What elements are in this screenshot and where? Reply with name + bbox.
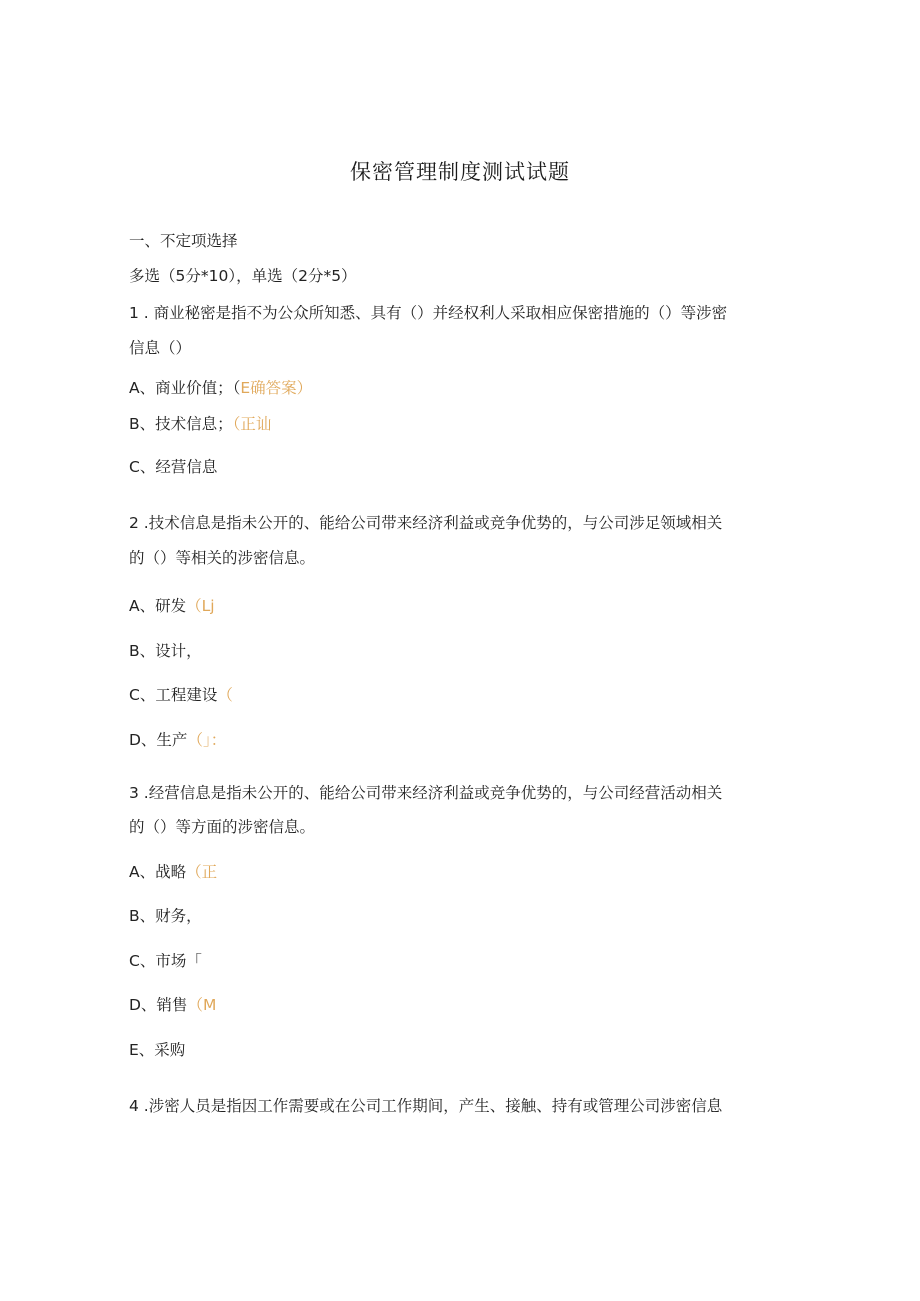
answer-mark: （正讪	[232, 415, 272, 433]
question-2-option-d	[129, 730, 226, 750]
option-text: B、财务，	[129, 907, 202, 925]
scoring-note: 多选（5分*10），单选（2分*5）	[129, 267, 357, 285]
question-4-line-1: 4 .涉密人员是指因工作需要或在公司工作期间，产生、接触、持有或管理公司涉密信息	[129, 1097, 723, 1115]
option-text: D、销售	[129, 996, 188, 1014]
option-text: B、技术信息；	[129, 415, 233, 433]
question-3-option-b	[129, 906, 202, 926]
answer-mark: （Lj	[186, 597, 215, 615]
document-title: 保密管理制度测试试题	[350, 160, 570, 184]
question-2-option-c	[129, 685, 233, 705]
question-1-line-2: 信息（）	[129, 339, 192, 357]
answer-mark: （」：	[187, 731, 227, 749]
answer-mark: E确答案）	[240, 379, 313, 397]
question-3-option-d	[129, 995, 216, 1015]
option-text: C、经营信息	[129, 458, 218, 476]
question-1-option-c	[129, 457, 217, 477]
option-text: E、采购	[129, 1041, 186, 1059]
question-3-line-2: 的（）等方面的涉密信息。	[129, 818, 316, 836]
option-text: C、工程建设	[129, 686, 218, 704]
section-heading: 一、不定项选择	[129, 232, 238, 250]
question-3-option-c	[129, 951, 202, 971]
option-text: A、商业价值；（	[129, 379, 241, 397]
question-1-line-1: 1 . 商业秘密是指不为公众所知悉、具有（）并经权利人采取相应保密措施的（）等涉密	[129, 304, 728, 322]
option-text: C、市场「	[129, 952, 202, 970]
option-text: A、研发	[129, 597, 187, 615]
answer-mark: （M	[187, 996, 217, 1014]
question-1-option-b	[129, 414, 271, 434]
question-2-option-a	[129, 596, 215, 616]
answer-mark: （正	[186, 863, 218, 881]
option-text: A、战略	[129, 863, 187, 881]
question-2-line-2: 的（）等相关的涉密信息。	[129, 549, 316, 567]
question-3-option-e	[129, 1040, 185, 1060]
option-text: D、生产	[129, 731, 188, 749]
question-3-line-1: 3 .经营信息是指未公开的、能给公司带来经济利益或竞争优势的，与公司经营活动相关	[129, 784, 723, 802]
question-2-option-b	[129, 641, 202, 661]
answer-mark: （	[217, 686, 233, 704]
option-text: B、设计，	[129, 642, 202, 660]
question-2-line-1: 2 .技术信息是指未公开的、能给公司带来经济利益或竞争优势的，与公司涉足领域相关	[129, 514, 723, 532]
question-1-option-a	[129, 378, 312, 398]
question-3-option-a	[129, 862, 217, 882]
